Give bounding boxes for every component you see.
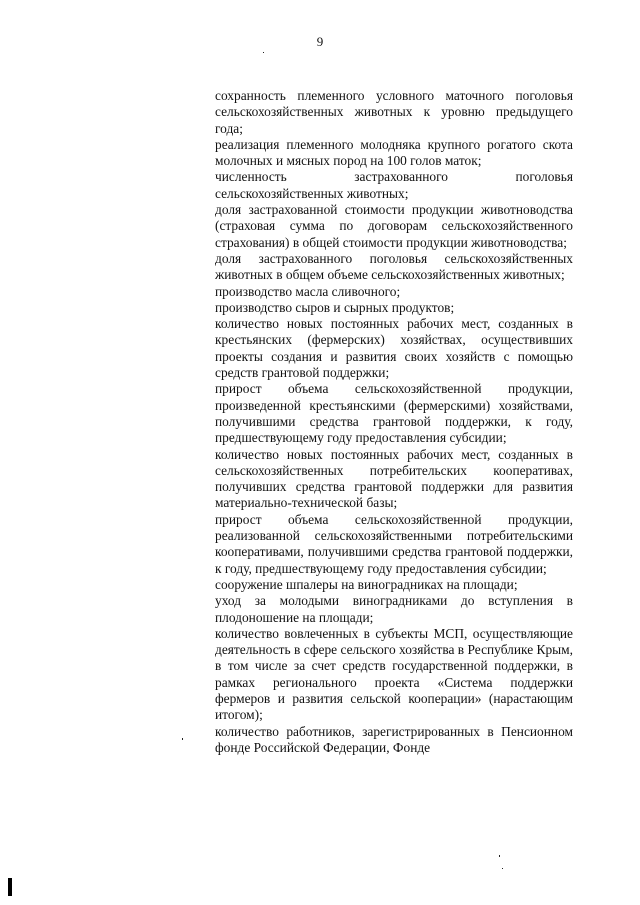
scan-dot xyxy=(502,868,503,869)
paragraph: уход за молодыми виноградниками до вступления в плодоношение на площади; xyxy=(215,593,573,625)
paragraph: количество вовлеченных в субъекты МСП, осуществляющие деятельность в сфере сельского хозяйства в Республике Крым, в том числе за счет средств государственной поддержки, в рамках регионального проекта «Система поддержки фермеров и развития сельской кооперации» (нарастающим итогом); xyxy=(215,625,573,723)
paragraph: численность застрахованного поголовья сельскохозяйственных животных; xyxy=(215,169,573,201)
paragraph: прирост объема сельскохозяйственной продукции, произведенной крестьянскими (фермерскими) хозяйствами, получившими средства грантовой поддержки, к году, предшествующему году предоставления субсидии; xyxy=(215,381,573,446)
document-body xyxy=(215,88,573,756)
paragraph: реализация племенного молодняка крупного рогатого скота молочных и мясных пород на 100 голов маток; xyxy=(215,136,573,169)
paragraph: сохранность племенного условного маточного поголовья сельскохозяйственных животных к уровню предыдущего года; xyxy=(215,88,573,136)
scan-dot xyxy=(263,52,264,53)
paragraph: количество работников, зарегистрированных в Пенсионном фонде Российской Федерации, Фонде xyxy=(215,723,573,755)
paragraph: доля застрахованной стоимости продукции животноводства (страховая сумма по договорам сельскохозяйственного страхования) в общей стоимости продукции животноводства; xyxy=(215,202,573,250)
scan-edge-mark xyxy=(8,878,12,896)
paragraph: количество новых постоянных рабочих мест, созданных в сельскохозяйственных потребительских кооперативах, получивших средства грантовой поддержки для развития материально-технической базы; xyxy=(215,446,573,511)
paragraph: сооружение шпалеры на виноградниках на площади; xyxy=(215,576,518,592)
paragraph: производство сыров и сырных продуктов; xyxy=(215,299,455,315)
scan-dot xyxy=(182,738,183,740)
page-number: 9 xyxy=(316,34,324,49)
paragraph: производство масла сливочного; xyxy=(215,283,401,299)
paragraph: прирост объема сельскохозяйственной продукции, реализованной сельскохозяйственными потребительскими кооперативами, получившими средства грантовой поддержки, к году, предшествующему году предоставления субсидии; xyxy=(215,511,573,576)
paragraph: количество новых постоянных рабочих мест, созданных в крестьянских (фермерских) хозяйствах, осуществивших проекты создания и развития своих хозяйств с помощью средств грантовой поддержки; xyxy=(215,316,573,381)
scan-dot xyxy=(499,855,500,857)
paragraph: доля застрахованного поголовья сельскохозяйственных животных в общем объеме сельскохозяйственных животных; xyxy=(215,250,573,283)
